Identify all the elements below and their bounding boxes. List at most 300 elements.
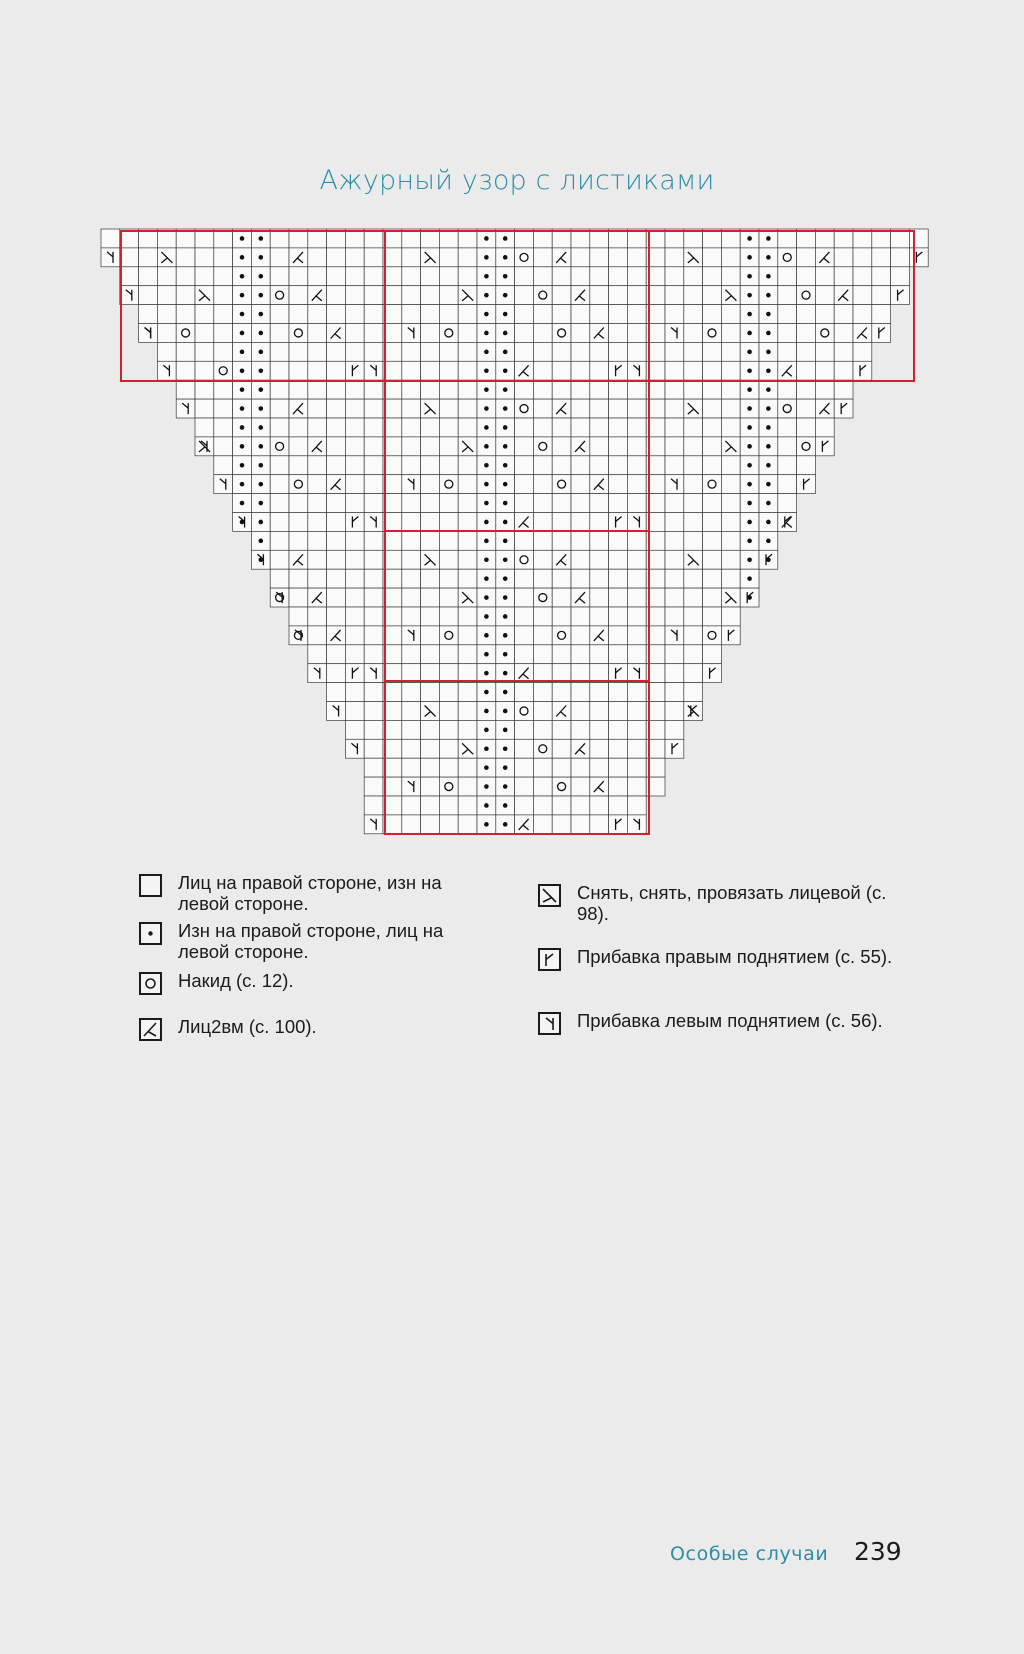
chart-cell [721, 550, 740, 569]
chart-purl-dot [259, 463, 264, 468]
chart-cell [308, 569, 327, 588]
chart-cell [345, 399, 364, 418]
chart-cell [120, 267, 139, 286]
chart-cell [402, 588, 421, 607]
chart-cell [684, 645, 703, 664]
chart-purl-dot [240, 236, 245, 241]
chart-cell [289, 569, 308, 588]
chart-purl-dot [240, 425, 245, 430]
ssk-icon [538, 884, 561, 907]
chart-purl-dot [766, 331, 771, 336]
chart-cell [891, 286, 910, 305]
chart-cell [552, 437, 571, 456]
chart-cell [458, 494, 477, 513]
chart-cell [458, 531, 477, 550]
chart-cell [515, 494, 534, 513]
chart-cell [308, 399, 327, 418]
chart-cell [571, 513, 590, 532]
chart-cell [533, 569, 552, 588]
chart-cell [402, 664, 421, 683]
chart-cell [364, 324, 383, 343]
chart-cell [176, 380, 195, 399]
chart-purl-dot [240, 350, 245, 355]
chart-cell [402, 418, 421, 437]
chart-cell [515, 739, 534, 758]
chart-cell [627, 664, 646, 683]
chart-cell [364, 702, 383, 721]
chart-purl-dot [259, 331, 264, 336]
chart-cell [609, 475, 628, 494]
chart-cell [327, 664, 346, 683]
chart-cell [533, 664, 552, 683]
chart-cell [327, 380, 346, 399]
chart-cell [609, 607, 628, 626]
chart-cell [778, 456, 797, 475]
chart-cell [834, 399, 853, 418]
chart-cell [214, 418, 233, 437]
chart-cell [214, 456, 233, 475]
chart-purl-dot [503, 350, 508, 355]
chart-cell [289, 286, 308, 305]
chart-cell [214, 380, 233, 399]
chart-cell [533, 475, 552, 494]
chart-cell [627, 531, 646, 550]
chart-purl-dot [259, 444, 264, 449]
chart-cell [157, 361, 176, 380]
chart-purl-dot [259, 350, 264, 355]
chart-purl-dot [766, 274, 771, 279]
chart-cell [402, 324, 421, 343]
chart-purl-dot [484, 822, 489, 827]
chart-cell [439, 494, 458, 513]
chart-cell [515, 531, 534, 550]
chart-cell [703, 494, 722, 513]
chart-cell [195, 267, 214, 286]
chart-cell [270, 418, 289, 437]
chart-cell [571, 702, 590, 721]
chart-cell [515, 305, 534, 324]
chart-cell [515, 456, 534, 475]
chart-cell [364, 796, 383, 815]
knit-empty-square-icon [139, 874, 162, 897]
chart-cell [120, 248, 139, 267]
chart-cell [609, 324, 628, 343]
chart-cell [684, 418, 703, 437]
chart-cell [270, 286, 289, 305]
chart-purl-dot [484, 576, 489, 581]
chart-cell [684, 324, 703, 343]
chart-cell [703, 248, 722, 267]
chart-cell [139, 248, 158, 267]
legend-item-yarn-over [139, 972, 478, 995]
chart-cell [609, 418, 628, 437]
chart-cell [533, 531, 552, 550]
chart-cell [364, 607, 383, 626]
chart-cell [627, 815, 646, 834]
chart-cell [439, 380, 458, 399]
chart-cell [345, 286, 364, 305]
chart-cell [627, 456, 646, 475]
chart-cell [684, 607, 703, 626]
chart-cell [139, 324, 158, 343]
chart-cell [721, 569, 740, 588]
chart-cell [364, 569, 383, 588]
chart-purl-dot [503, 728, 508, 733]
chart-cell [627, 494, 646, 513]
chart-cell [627, 513, 646, 532]
chart-cell [665, 286, 684, 305]
chart-cell [552, 720, 571, 739]
chart-cell [402, 815, 421, 834]
chart-cell [552, 777, 571, 796]
chart-purl-dot [503, 671, 508, 676]
chart-cell [364, 305, 383, 324]
purl-dot-icon [139, 922, 162, 945]
chart-cell [402, 739, 421, 758]
chart-cell [627, 361, 646, 380]
chart-cell [721, 607, 740, 626]
chart-cell [402, 361, 421, 380]
chart-cell [533, 796, 552, 815]
chart-purl-dot [484, 784, 489, 789]
chart-cell [703, 475, 722, 494]
chart-cell [552, 739, 571, 758]
chart-cell [515, 607, 534, 626]
chart-cell [439, 664, 458, 683]
chart-cell [402, 399, 421, 418]
chart-cell [703, 513, 722, 532]
chart-cell [308, 418, 327, 437]
chart-cell [327, 588, 346, 607]
chart-cell [364, 777, 383, 796]
chart-purl-dot [503, 236, 508, 241]
chart-cell [590, 267, 609, 286]
chart-purl-dot [766, 387, 771, 392]
chart-cell [703, 456, 722, 475]
chart-cell [364, 437, 383, 456]
chart-cell [270, 437, 289, 456]
chart-cell [402, 758, 421, 777]
chart-cell [627, 380, 646, 399]
chart-purl-dot [503, 652, 508, 657]
chart-cell [270, 550, 289, 569]
chart-cell [327, 513, 346, 532]
chart-cell [684, 513, 703, 532]
chart-cell [609, 531, 628, 550]
chart-purl-dot [240, 406, 245, 411]
chart-cell [195, 380, 214, 399]
chart-cell [402, 626, 421, 645]
chart-cell [270, 513, 289, 532]
chart-cell [665, 324, 684, 343]
chart-purl-dot [503, 425, 508, 430]
chart-cell [402, 248, 421, 267]
chart-cell [439, 531, 458, 550]
chart-cell [364, 739, 383, 758]
chart-cell [402, 286, 421, 305]
chart-purl-dot [240, 463, 245, 468]
chart-purl-dot [747, 255, 752, 260]
chart-cell [590, 550, 609, 569]
chart-purl-dot [766, 293, 771, 298]
legend-item-k2tog [139, 1018, 478, 1041]
chart-cell [139, 286, 158, 305]
chart-purl-dot [240, 293, 245, 298]
chart-cell [421, 626, 440, 645]
chart-cell [515, 399, 534, 418]
chart-cell [684, 475, 703, 494]
chart-cell [533, 777, 552, 796]
chart-cell [609, 720, 628, 739]
chart-cell [590, 418, 609, 437]
chart-cell [421, 324, 440, 343]
chart-purl-dot [766, 444, 771, 449]
chart-cell [627, 437, 646, 456]
chart-cell [627, 796, 646, 815]
chart-cell [421, 437, 440, 456]
chart-cell [797, 361, 816, 380]
chart-cell [515, 475, 534, 494]
chart-cell [571, 305, 590, 324]
chart-cell [308, 456, 327, 475]
chart-purl-dot [484, 746, 489, 751]
chart-cell [289, 342, 308, 361]
chart-cell [327, 399, 346, 418]
chart-cell [402, 380, 421, 399]
chart-cell [120, 286, 139, 305]
chart-cell [364, 758, 383, 777]
chart-cell [552, 815, 571, 834]
chart-cell [609, 645, 628, 664]
chart-cell [270, 531, 289, 550]
chart-cell [552, 758, 571, 777]
chart-purl-dot [766, 520, 771, 525]
chart-cell [195, 342, 214, 361]
chart-cell [308, 550, 327, 569]
chart-purl-dot [259, 501, 264, 506]
chart-purl-dot [484, 520, 489, 525]
chart-cell [289, 626, 308, 645]
chart-cell [684, 342, 703, 361]
chart-cell [552, 361, 571, 380]
chart-cell [571, 475, 590, 494]
chart-cell [533, 494, 552, 513]
chart-cell [627, 758, 646, 777]
chart-cell [533, 456, 552, 475]
chart-cell [515, 342, 534, 361]
chart-cell [609, 777, 628, 796]
chart-cell [627, 626, 646, 645]
chart-cell [439, 550, 458, 569]
chart-cell [703, 437, 722, 456]
chart-cell [721, 361, 740, 380]
chart-purl-dot [503, 690, 508, 695]
chart-cell [665, 456, 684, 475]
chart-cell [909, 248, 928, 267]
chart-cell [327, 550, 346, 569]
chart-purl-dot [259, 425, 264, 430]
chart-cell [214, 267, 233, 286]
chart-cell [590, 588, 609, 607]
chart-purl-dot [503, 539, 508, 544]
chart-cell [439, 437, 458, 456]
chart-cell [665, 588, 684, 607]
chart-cell [515, 588, 534, 607]
chart-cell [721, 418, 740, 437]
chart-cell [721, 305, 740, 324]
chart-cell [627, 305, 646, 324]
chart-cell [552, 380, 571, 399]
chart-cell [439, 305, 458, 324]
chart-purl-dot [503, 633, 508, 638]
chart-purl-dot [259, 387, 264, 392]
chart-cell [458, 796, 477, 815]
chart-cell [609, 361, 628, 380]
chart-cell [439, 324, 458, 343]
chart-cell [609, 342, 628, 361]
chart-cell [515, 286, 534, 305]
chart-cell [327, 702, 346, 721]
chart-cell [458, 475, 477, 494]
chart-cell [214, 324, 233, 343]
chart-cell [684, 683, 703, 702]
chart-cell [515, 324, 534, 343]
chart-cell [590, 494, 609, 513]
chart-cell [176, 324, 195, 343]
chart-cell [421, 607, 440, 626]
chart-cell [458, 702, 477, 721]
chart-cell [308, 645, 327, 664]
chart-cell [439, 569, 458, 588]
chart-purl-dot [240, 255, 245, 260]
chart-cell [609, 437, 628, 456]
chart-cell [101, 248, 120, 267]
chart-cell [571, 777, 590, 796]
chart-cell [139, 267, 158, 286]
chart-cell [665, 664, 684, 683]
chart-purl-dot [766, 312, 771, 317]
chart-purl-dot [484, 406, 489, 411]
chart-purl-dot [259, 482, 264, 487]
chart-cell [345, 380, 364, 399]
chart-cell [721, 531, 740, 550]
chart-cell [345, 739, 364, 758]
chart-purl-dot [503, 576, 508, 581]
chart-cell [308, 607, 327, 626]
chart-cell [345, 607, 364, 626]
chart-cell [533, 683, 552, 702]
page-number: 239 [854, 1537, 902, 1566]
chart-cell [665, 626, 684, 645]
chart-purl-dot [766, 425, 771, 430]
chart-purl-dot [484, 690, 489, 695]
chart-cell [609, 796, 628, 815]
chart-cell [778, 475, 797, 494]
chart-cell [289, 456, 308, 475]
chart-cell [176, 267, 195, 286]
chart-cell [345, 683, 364, 702]
chart-cell [571, 683, 590, 702]
chart-cell [308, 248, 327, 267]
chart-purl-dot [484, 255, 489, 260]
chart-cell [872, 248, 891, 267]
chart-cell [590, 702, 609, 721]
chart-cell [815, 342, 834, 361]
chart-cell [590, 248, 609, 267]
chart-cell [797, 399, 816, 418]
chart-cell [364, 550, 383, 569]
chart-cell [139, 305, 158, 324]
chart-cell [571, 494, 590, 513]
chart-cell [533, 607, 552, 626]
chart-cell [364, 683, 383, 702]
chart-cell [665, 380, 684, 399]
chart-purl-dot [240, 387, 245, 392]
chart-cell [270, 248, 289, 267]
chart-purl-dot [747, 425, 752, 430]
chart-cell [571, 456, 590, 475]
chart-cell [571, 607, 590, 626]
chart-cell [533, 361, 552, 380]
chart-cell [703, 607, 722, 626]
chart-cell [364, 815, 383, 834]
chart-cell [421, 569, 440, 588]
chart-cell [421, 286, 440, 305]
chart-purl-dot [484, 274, 489, 279]
chart-purl-dot [747, 368, 752, 373]
chart-cell [289, 380, 308, 399]
make-one-left-icon [538, 1012, 561, 1035]
chart-cell [684, 286, 703, 305]
chart-cell [797, 305, 816, 324]
chart-cell [533, 626, 552, 645]
chart-cell [571, 815, 590, 834]
chart-cell [270, 456, 289, 475]
chart-cell [421, 664, 440, 683]
chart-purl-dot [259, 255, 264, 260]
chart-purl-dot [484, 539, 489, 544]
chart-purl-dot [747, 501, 752, 506]
chart-purl-dot [484, 728, 489, 733]
chart-cell [853, 267, 872, 286]
chart-cell [345, 305, 364, 324]
chart-cell [327, 569, 346, 588]
chart-cell [834, 342, 853, 361]
chart-cell [872, 305, 891, 324]
chart-cell [665, 305, 684, 324]
chart-cell [458, 380, 477, 399]
chart-cell [778, 305, 797, 324]
chart-cell [815, 286, 834, 305]
chart-cell [703, 286, 722, 305]
chart-cell [515, 267, 534, 286]
chart-cell [797, 456, 816, 475]
chart-purl-dot [484, 482, 489, 487]
chart-cell [421, 418, 440, 437]
chart-cell [609, 267, 628, 286]
chart-cell [627, 399, 646, 418]
chart-cell [721, 475, 740, 494]
chart-cell [665, 342, 684, 361]
chart-purl-dot [503, 482, 508, 487]
chart-purl-dot [747, 482, 752, 487]
chart-purl-dot [766, 255, 771, 260]
chart-cell [214, 342, 233, 361]
chart-cell [590, 739, 609, 758]
chart-cell [684, 626, 703, 645]
chart-cell [703, 550, 722, 569]
chart-cell [364, 456, 383, 475]
